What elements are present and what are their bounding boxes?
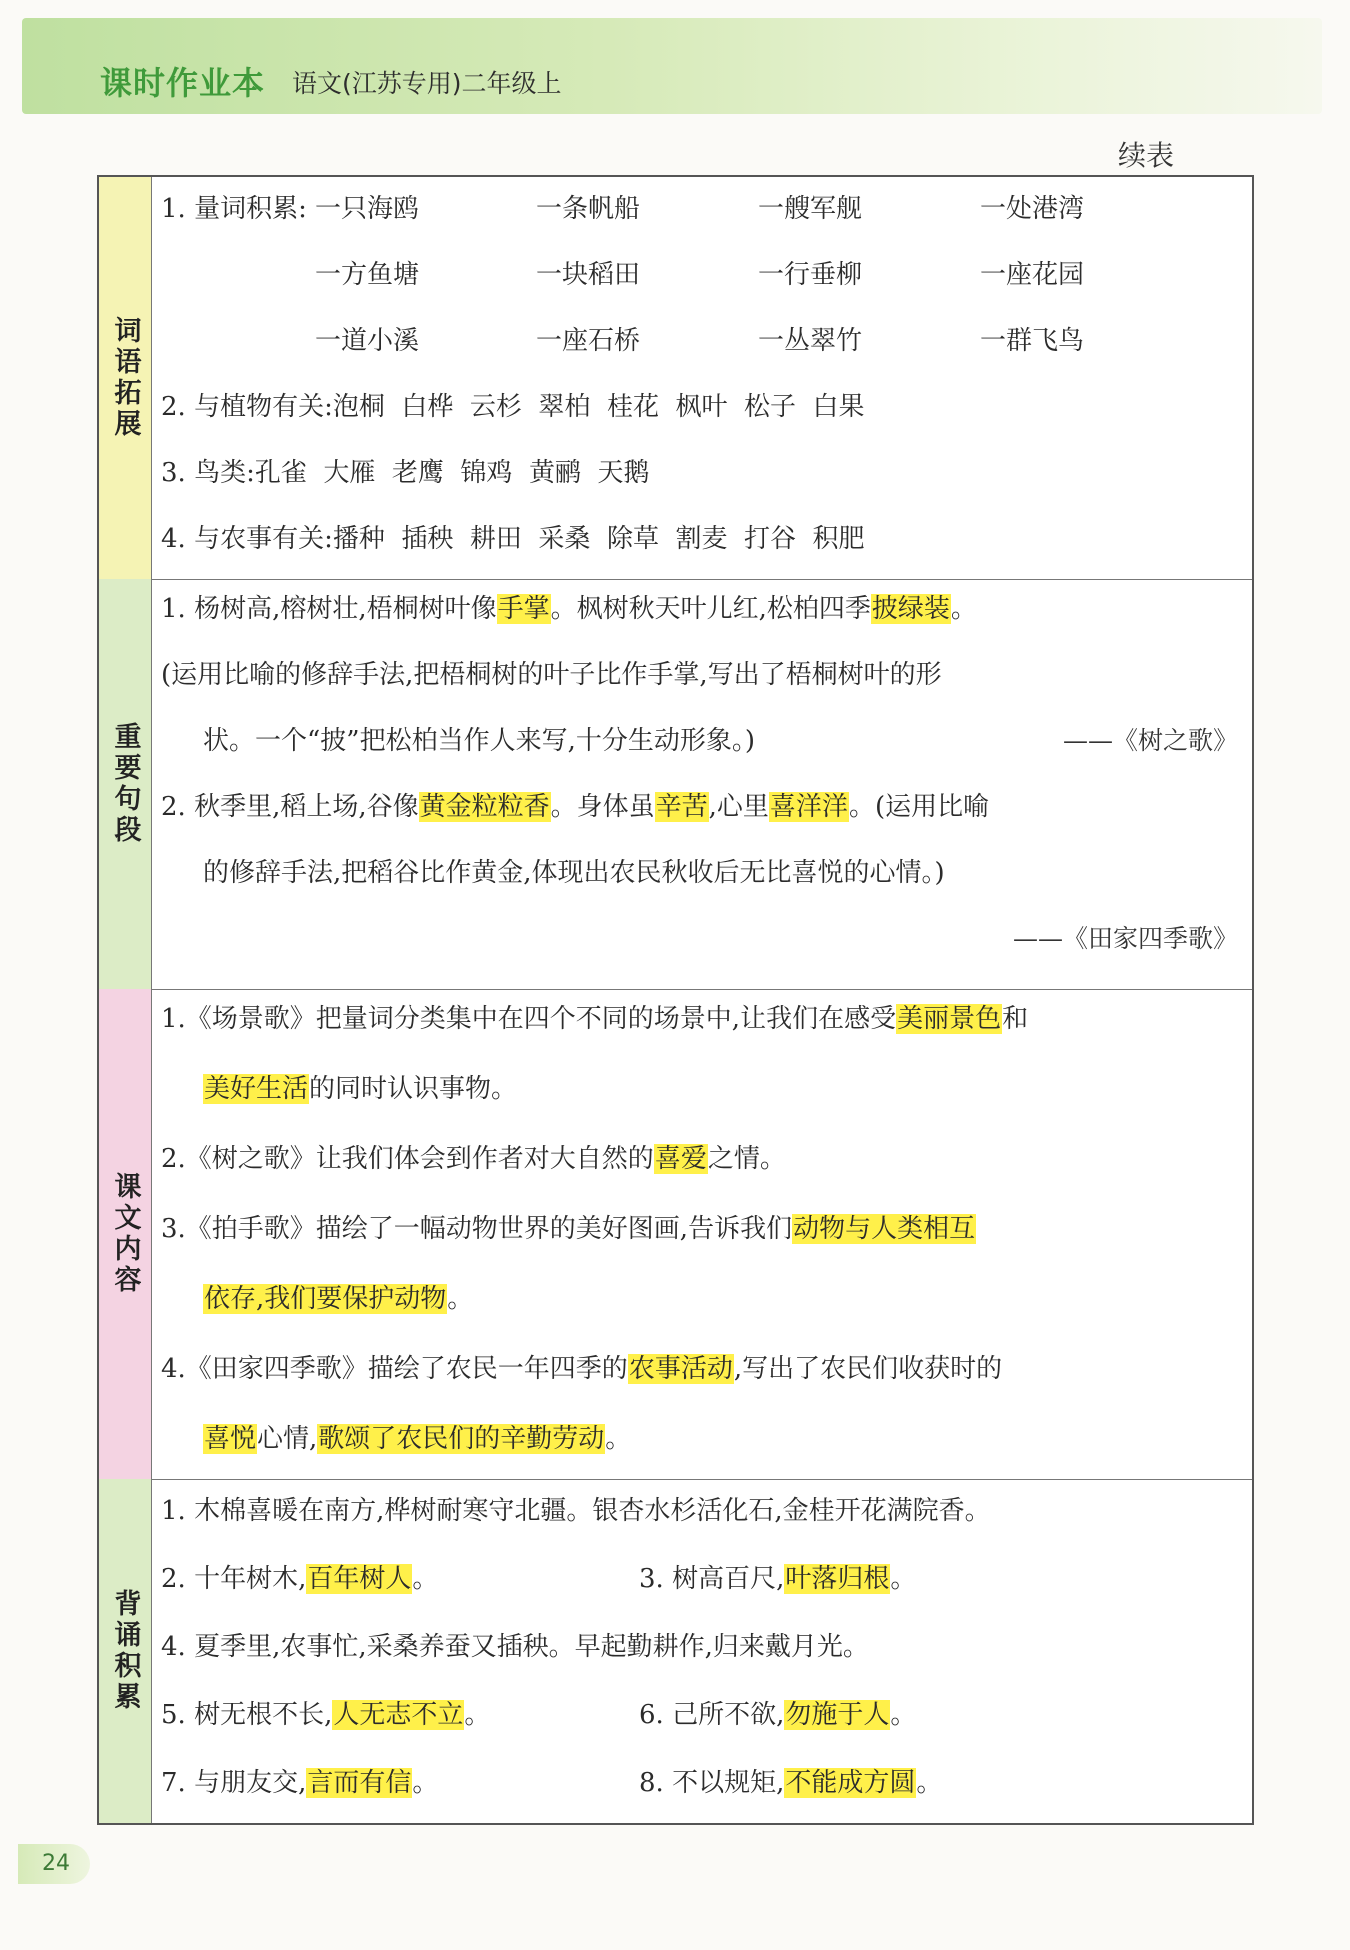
section-texts <box>99 989 1252 1480</box>
highlight: 农事活动 <box>628 1354 733 1384</box>
sentence-1: 1. 杨树高,榕树壮,梧桐树叶像手掌。枫树秋天叶儿红,松柏四季披绿装。 <box>161 594 977 624</box>
section-label-texts: 课文内容 <box>99 989 152 1479</box>
page-number: 24 <box>18 1844 90 1884</box>
highlight: 喜洋洋 <box>769 792 848 822</box>
highlight: 言而有信 <box>307 1768 412 1798</box>
measure-word: 一行垂柳 <box>758 260 863 290</box>
highlight: 不能成方圆 <box>785 1768 916 1798</box>
recite-item-2: 2. 十年树木,百年树人。 <box>161 1564 439 1594</box>
highlight: 手掌 <box>497 594 550 624</box>
brand-title: 课时作业本 <box>100 64 266 102</box>
recite-item-8: 8. 不以规矩,不能成方圆。 <box>639 1768 943 1798</box>
farming-line: 4. 与农事有关:播种 插秧 耕田 采桑 除草 割麦 打谷 积肥 <box>161 524 865 554</box>
highlight: 黄金粒粒香 <box>419 792 550 822</box>
section-recite <box>99 1479 1252 1823</box>
measure-word: 一座花园 <box>980 260 1085 290</box>
sentence-2-note: 的修辞手法,把稻谷比作黄金,体现出农民秋收后无比喜悦的心情。) <box>203 858 945 888</box>
section-vocab <box>99 177 1252 580</box>
text-item-3-cont: 依存,我们要保护动物。 <box>204 1284 474 1314</box>
highlight: 歌颂了农民们的辛勤劳动 <box>318 1424 605 1454</box>
measure-word: 一处港湾 <box>980 194 1085 224</box>
text-item-1-cont: 美好生活的同时认识事物。 <box>204 1074 518 1104</box>
highlight: 喜悦 <box>204 1424 257 1454</box>
measure-word: 一只海鸥 <box>315 194 420 224</box>
highlight: 美好生活 <box>204 1074 309 1104</box>
subject-title: 语文(江苏专用)二年级上 <box>292 69 562 98</box>
text-item-4: 4.《田家四季歌》描绘了农民一年四季的农事活动,写出了农民们收获时的 <box>161 1354 1003 1384</box>
highlight: 辛苦 <box>655 792 708 822</box>
highlight: 人无志不立 <box>333 1700 464 1730</box>
measure-word: 一条帆船 <box>536 194 641 224</box>
section-sentences <box>99 579 1252 990</box>
measure-word: 一道小溪 <box>315 326 420 356</box>
text-item-2: 2.《树之歌》让我们体会到作者对大自然的喜爱之情。 <box>161 1144 786 1174</box>
highlight: 喜爱 <box>654 1144 707 1174</box>
recite-item-7: 7. 与朋友交,言而有信。 <box>161 1768 439 1798</box>
section-label-vocab: 词语拓展 <box>99 177 152 579</box>
summary-table <box>97 175 1254 1825</box>
text-item-3: 3.《拍手歌》描绘了一幅动物世界的美好图画,告诉我们动物与人类相互 <box>161 1214 976 1244</box>
highlight: 依存,我们要保护动物 <box>204 1284 447 1314</box>
measure-word: 一群飞鸟 <box>980 326 1085 356</box>
source-citation: ——《田家四季歌》 <box>1012 924 1238 953</box>
measure-word: 一座石桥 <box>536 326 641 356</box>
measure-word: 一方鱼塘 <box>315 260 420 290</box>
source-citation: ——《树之歌》 <box>1062 726 1238 755</box>
recite-item-1: 1. 木棉喜暖在南方,桦树耐寒守北疆。银杏水杉活化石,金桂开花满院香。 <box>161 1496 991 1526</box>
highlight: 百年树人 <box>307 1564 412 1594</box>
sentence-1-note: (运用比喻的修辞手法,把梧桐树的叶子比作手掌,写出了梧桐树叶的形 <box>161 660 942 690</box>
measure-words-prefix: 1. 量词积累: <box>161 194 307 224</box>
continued-label: 续表 <box>1118 139 1175 172</box>
text-item-4-cont: 喜悦心情,歌颂了农民们的辛勤劳动。 <box>204 1424 632 1454</box>
highlight: 勿施于人 <box>785 1700 890 1730</box>
measure-word: 一块稻田 <box>536 260 641 290</box>
section-label-recite: 背诵积累 <box>99 1479 152 1823</box>
recite-item-5: 5. 树无根不长,人无志不立。 <box>161 1700 491 1730</box>
recite-item-3: 3. 树高百尺,叶落归根。 <box>639 1564 917 1594</box>
sentence-1-note-cont: 状。一个“披”把松柏当作人来写,十分生动形象。) <box>203 726 755 756</box>
text-item-1: 1.《场景歌》把量词分类集中在四个不同的场景中,让我们在感受美丽景色和 <box>161 1004 1029 1034</box>
highlight: 披绿装 <box>871 594 950 624</box>
highlight: 动物与人类相互 <box>793 1214 976 1244</box>
sentence-2: 2. 秋季里,稻上场,谷像黄金粒粒香。身体虽辛苦,心里喜洋洋。(运用比喻 <box>161 792 990 822</box>
plants-line: 2. 与植物有关:泡桐 白桦 云杉 翠柏 桂花 枫叶 松子 白果 <box>161 392 865 422</box>
highlight: 叶落归根 <box>785 1564 890 1594</box>
recite-item-6: 6. 己所不欲,勿施于人。 <box>639 1700 917 1730</box>
section-label-sentences: 重要句段 <box>99 579 152 989</box>
recite-item-4: 4. 夏季里,农事忙,采桑养蚕又插秧。早起勤耕作,归来戴月光。 <box>161 1632 869 1662</box>
measure-word: 一丛翠竹 <box>758 326 863 356</box>
birds-line: 3. 鸟类:孔雀 大雁 老鹰 锦鸡 黄鹂 天鹅 <box>161 458 650 488</box>
measure-word: 一艘军舰 <box>758 194 863 224</box>
highlight: 美丽景色 <box>897 1004 1002 1034</box>
